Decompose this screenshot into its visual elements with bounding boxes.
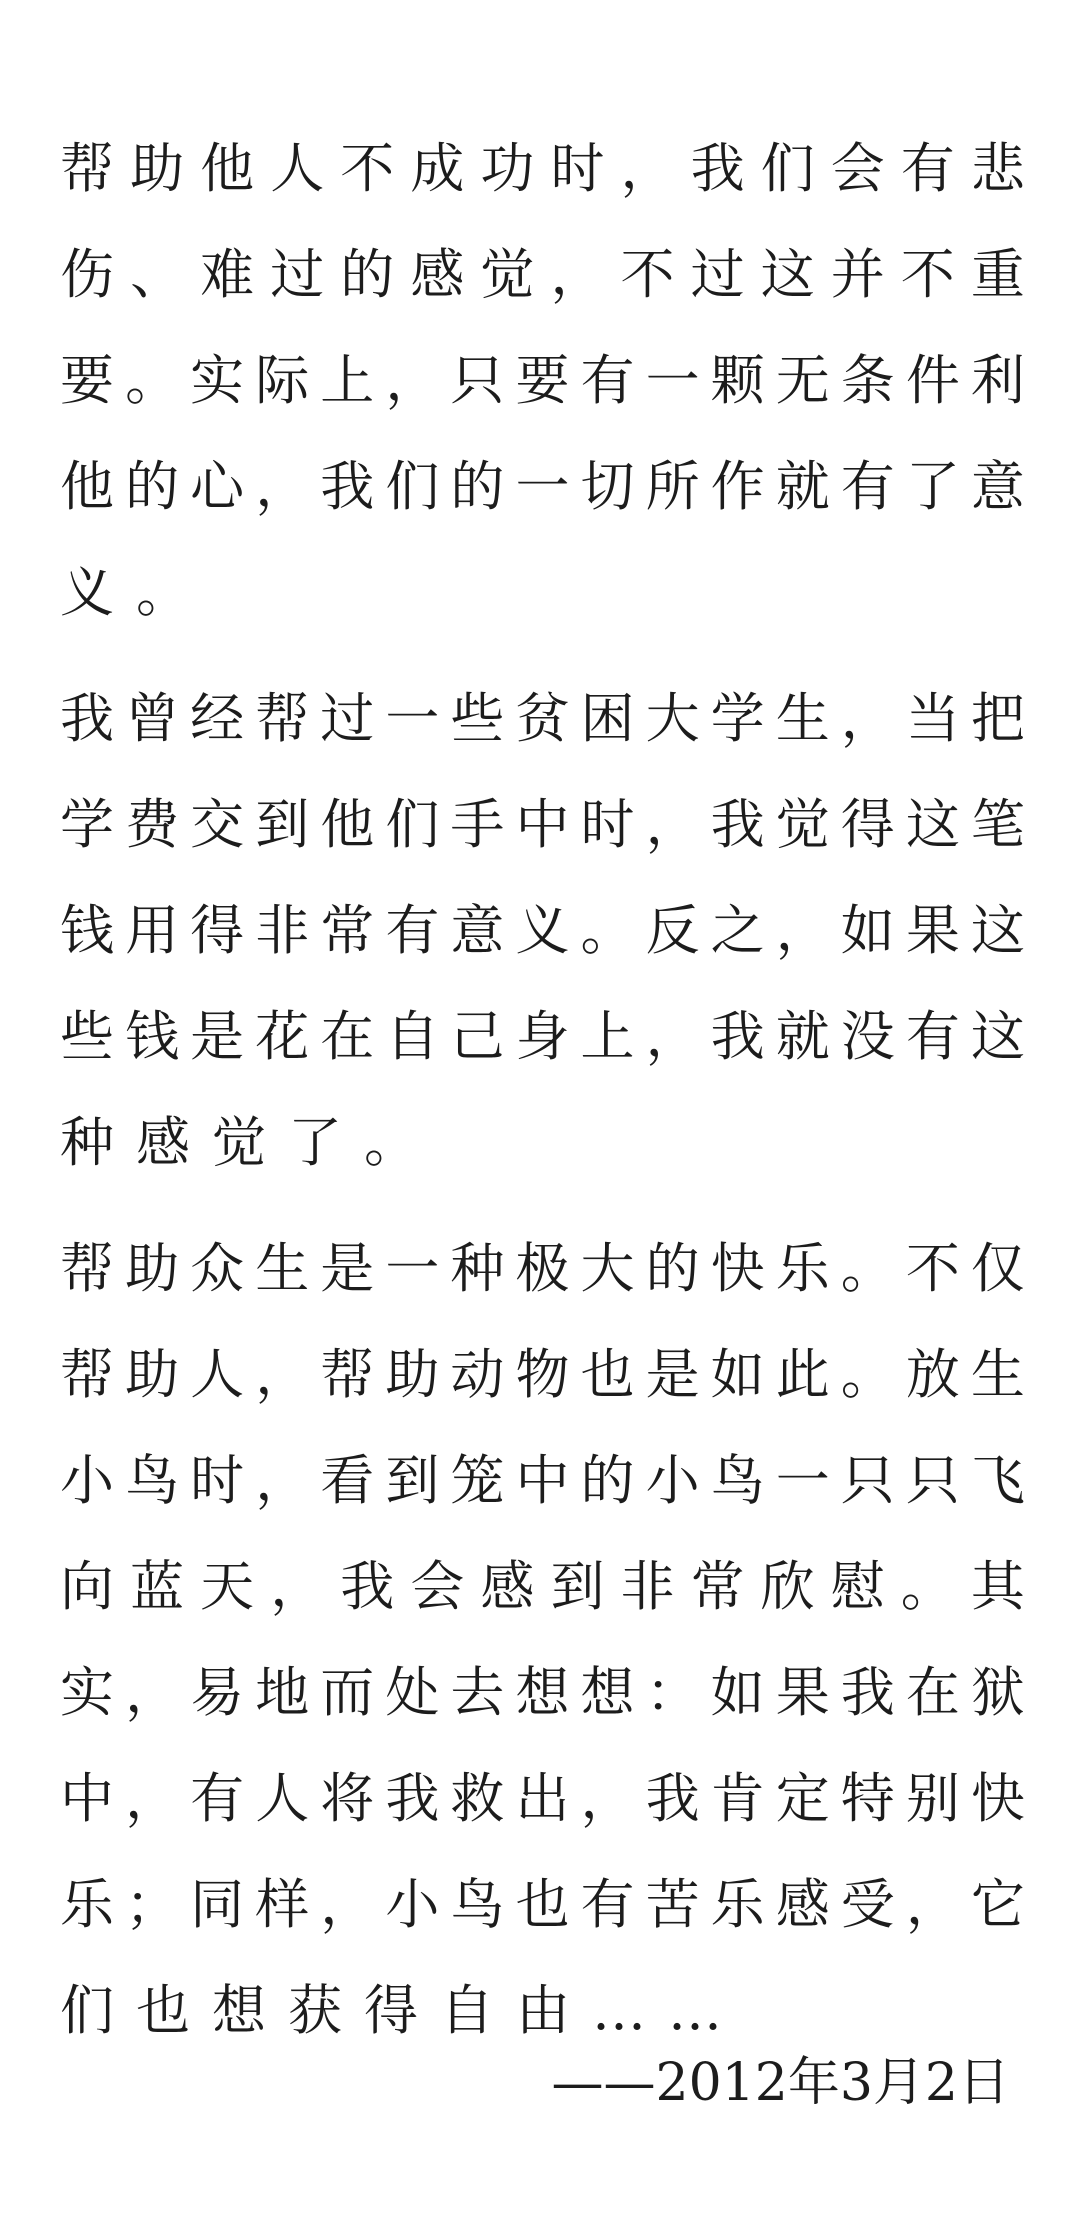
paragraph [60,666,1025,1196]
text-line: 向 蓝 天 ， 我 会 感 到 非 常 欣 慰 。 其 [60,1555,1025,1618]
text-line: 义。 [60,561,212,624]
text-line: 中 ， 有 人 将 我 救 出 ， 我 肯 定 特 别 快 [60,1767,1025,1830]
text-line: 小 鸟 时 ， 看 到 笼 中 的 小 鸟 一 只 只 飞 [60,1449,1025,1512]
paragraph [60,116,1025,646]
text-line: 我 曾 经 帮 过 一 些 贫 困 大 学 生 ， 当 把 [60,687,1025,750]
date-signature: ——2012年3月2日 [551,2053,1010,2113]
text-line: 他 的 心 ， 我 们 的 一 切 所 作 就 有 了 意 [60,455,1025,518]
text-line: 伤 、 难 过 的 感 觉 ， 不 过 这 并 不 重 [60,243,1025,306]
article-body [60,116,1025,2064]
text-line: 乐 ； 同 样 ， 小 鸟 也 有 苦 乐 感 受 ， 它 [60,1873,1025,1936]
text-line: 要 。 实 际 上 ， 只 要 有 一 颗 无 条 件 利 [60,349,1025,412]
text-line: 钱 用 得 非 常 有 意 义 。 反 之 ， 如 果 这 [60,899,1025,962]
text-line: 们也想获得自由…… [60,1979,744,2042]
text-line: 些 钱 是 花 在 自 己 身 上 ， 我 就 没 有 这 [60,1005,1025,1068]
paragraph [60,1216,1025,2064]
text-line: 学 费 交 到 他 们 手 中 时 ， 我 觉 得 这 笔 [60,793,1025,856]
text-line: 帮 助 他 人 不 成 功 时 ， 我 们 会 有 悲 [60,137,1025,200]
text-line: 实 ， 易 地 而 处 去 想 想 ： 如 果 我 在 狱 [60,1661,1025,1724]
text-line: 帮 助 众 生 是 一 种 极 大 的 快 乐 。 不 仅 [60,1237,1025,1300]
text-line: 种感觉了。 [60,1111,440,1174]
text-line: 帮 助 人 ， 帮 助 动 物 也 是 如 此 。 放 生 [60,1343,1025,1406]
